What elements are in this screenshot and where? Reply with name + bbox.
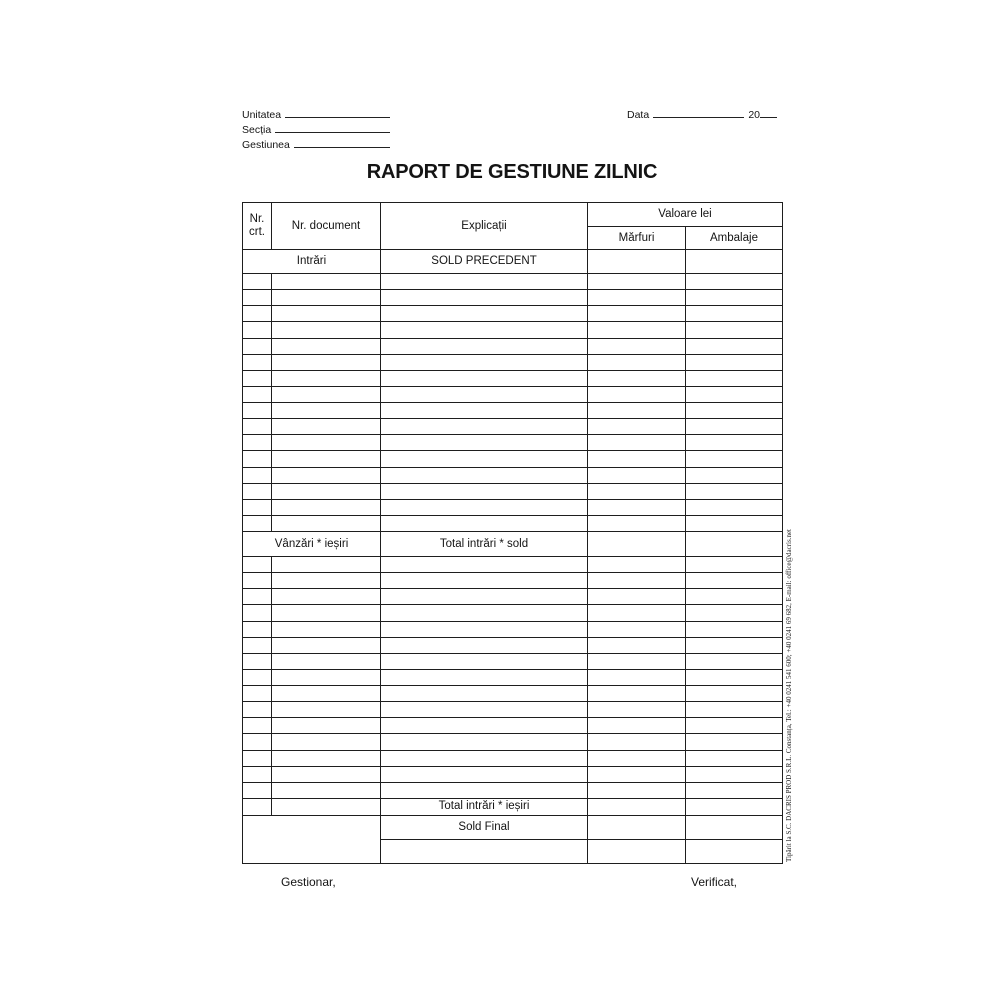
ambalaje-cell (686, 686, 783, 702)
nr-document-cell (272, 653, 381, 669)
explicatii-cell (381, 750, 588, 766)
gestionar-signature-label: Gestionar, (281, 875, 336, 889)
marfuri-cell (588, 386, 686, 402)
marfuri-cell (588, 290, 686, 306)
ambalaje-cell (686, 322, 783, 338)
table-row (243, 637, 783, 653)
management-label: Gestiunea (242, 139, 290, 151)
marfuri-cell (588, 557, 686, 573)
explicatii-cell (381, 354, 588, 370)
ambalaje-cell (686, 621, 783, 637)
nr-crt-cell (243, 621, 272, 637)
ambalaje-cell (686, 483, 783, 499)
nr-document-cell (272, 419, 381, 435)
ambalaje-cell (686, 589, 783, 605)
table-row (243, 322, 783, 338)
table-row (243, 403, 783, 419)
ambalaje-cell (686, 499, 783, 515)
table-row (243, 290, 783, 306)
nr-document-cell (272, 669, 381, 685)
explicatii-cell (381, 589, 588, 605)
nr-crt-cell (243, 274, 272, 290)
year-blank-line (760, 108, 777, 118)
nr-crt-cell (243, 734, 272, 750)
header-nr-crt: Nr. crt. (243, 203, 272, 250)
nr-crt-cell (243, 370, 272, 386)
marfuri-cell (588, 653, 686, 669)
marfuri-cell (588, 589, 686, 605)
year-prefix: 20 (748, 109, 760, 121)
nr-document-cell (272, 734, 381, 750)
vanzari-row (243, 532, 783, 557)
nr-document-cell (272, 782, 381, 798)
vanzari-iesiri-label: Vânzări * ieșiri (243, 532, 381, 557)
nr-crt-cell (243, 338, 272, 354)
explicatii-cell (381, 637, 588, 653)
explicatii-cell (381, 451, 588, 467)
sold-final-ambalaje-cell (686, 815, 783, 839)
marfuri-cell (588, 839, 686, 863)
nr-document-cell (272, 403, 381, 419)
marfuri-cell (588, 686, 686, 702)
marfuri-cell (588, 403, 686, 419)
nr-crt-cell (243, 467, 272, 483)
explicatii-cell (381, 467, 588, 483)
explicatii-cell (381, 669, 588, 685)
explicatii-cell (381, 290, 588, 306)
explicatii-cell (381, 839, 588, 863)
nr-crt-cell (243, 573, 272, 589)
sold-final-row (243, 815, 783, 839)
totals-section (243, 798, 783, 863)
date-blank-line (653, 108, 744, 118)
explicatii-cell (381, 766, 588, 782)
nr-document-cell (272, 750, 381, 766)
explicatii-cell (381, 483, 588, 499)
marfuri-cell (588, 451, 686, 467)
marfuri-cell (588, 306, 686, 322)
total-intrari-iesiri-label: Total intrări * ieșiri (381, 798, 588, 815)
nr-crt-cell (243, 306, 272, 322)
intrari-label: Intrări (243, 250, 381, 274)
table-row (243, 557, 783, 573)
date-field (627, 108, 777, 122)
header-nr-document: Nr. document (272, 203, 381, 250)
nr-crt-cell (243, 750, 272, 766)
nr-crt-cell (243, 290, 272, 306)
ambalaje-cell (686, 637, 783, 653)
marfuri-cell (588, 669, 686, 685)
marfuri-cell (588, 499, 686, 515)
intrari-entry-rows (243, 274, 783, 532)
marfuri-cell (588, 370, 686, 386)
report-table (242, 202, 783, 864)
unit-label: Unitatea (242, 109, 282, 121)
header-valoare-lei: Valoare lei (588, 203, 783, 227)
nr-document-cell (272, 338, 381, 354)
nr-document-cell (272, 515, 381, 531)
table-row (243, 451, 783, 467)
vanzari-section (243, 532, 783, 557)
marfuri-cell (588, 750, 686, 766)
explicatii-cell (381, 734, 588, 750)
table-row (243, 370, 783, 386)
sold-final-left-block (243, 815, 381, 863)
table-row (243, 467, 783, 483)
marfuri-cell (588, 782, 686, 798)
page-title: RAPORT DE GESTIUNE ZILNIC (366, 161, 658, 183)
marfuri-cell (588, 702, 686, 718)
verificat-signature-label: Verificat, (691, 875, 738, 889)
unit-blank-line (285, 108, 390, 118)
explicatii-cell (381, 322, 588, 338)
nr-crt-cell (243, 451, 272, 467)
nr-document-cell (272, 290, 381, 306)
table-row (243, 702, 783, 718)
marfuri-cell (588, 718, 686, 734)
marfuri-cell (588, 483, 686, 499)
nr-document-cell (272, 370, 381, 386)
nr-crt-cell (243, 589, 272, 605)
nr-crt-cell (243, 686, 272, 702)
total-intrari-iesiri-marfuri-cell (588, 798, 686, 815)
marfuri-cell (588, 467, 686, 483)
explicatii-cell (381, 435, 588, 451)
table-row (243, 386, 783, 402)
explicatii-cell (381, 782, 588, 798)
marfuri-cell (588, 573, 686, 589)
ambalaje-cell (686, 386, 783, 402)
nr-document-cell (272, 451, 381, 467)
sold-final-label: Sold Final (381, 815, 588, 839)
ambalaje-cell (686, 782, 783, 798)
section-label: Secția (242, 124, 272, 136)
ambalaje-cell (686, 750, 783, 766)
marfuri-cell (588, 354, 686, 370)
ambalaje-cell (686, 557, 783, 573)
table-row (243, 669, 783, 685)
table-row (243, 782, 783, 798)
ambalaje-cell (686, 274, 783, 290)
explicatii-cell (381, 370, 588, 386)
table-row (243, 750, 783, 766)
nr-crt-cell (243, 766, 272, 782)
header-marfuri: Mărfuri (588, 227, 686, 250)
sold-precedent-ambalaje-cell (686, 250, 783, 274)
explicatii-cell (381, 306, 588, 322)
ambalaje-cell (686, 702, 783, 718)
table-row (243, 766, 783, 782)
marfuri-cell (588, 605, 686, 621)
nr-crt-cell (243, 637, 272, 653)
ambalaje-cell (686, 653, 783, 669)
nr-crt-cell (243, 557, 272, 573)
marfuri-cell (588, 621, 686, 637)
table-row (243, 274, 783, 290)
explicatii-cell (381, 274, 588, 290)
table-row (243, 499, 783, 515)
explicatii-cell (381, 515, 588, 531)
nr-document-cell (272, 483, 381, 499)
ambalaje-cell (686, 766, 783, 782)
explicatii-cell (381, 605, 588, 621)
table-row (243, 306, 783, 322)
nr-crt-cell (243, 605, 272, 621)
table-row (243, 686, 783, 702)
explicatii-cell (381, 557, 588, 573)
explicatii-cell (381, 621, 588, 637)
ambalaje-cell (686, 451, 783, 467)
nr-document-cell (272, 766, 381, 782)
nr-document-cell (272, 637, 381, 653)
nr-document-cell (272, 499, 381, 515)
nr-crt-cell (243, 669, 272, 685)
table-row (243, 605, 783, 621)
ambalaje-cell (686, 290, 783, 306)
nr-document-cell (272, 798, 381, 815)
nr-document-cell (272, 589, 381, 605)
intrari-row (243, 250, 783, 274)
table-row (243, 653, 783, 669)
nr-document-cell (272, 274, 381, 290)
marfuri-cell (588, 322, 686, 338)
printer-note: Tipărit la S.C. DACRIS PROD S.R.L. Constanța, Tel.: +40 0241 541 600; +40 0241 69 682, E-mail: office@dacris.net (785, 529, 793, 862)
marfuri-cell (588, 766, 686, 782)
total-intrari-sold-ambalaje-cell (686, 532, 783, 557)
header-explicatii: Explicații (381, 203, 588, 250)
management-blank-line (294, 138, 390, 148)
marfuri-cell (588, 274, 686, 290)
table-row (243, 419, 783, 435)
explicatii-cell (381, 653, 588, 669)
marfuri-cell (588, 515, 686, 531)
nr-document-cell (272, 573, 381, 589)
table-header (243, 203, 783, 250)
explicatii-cell (381, 686, 588, 702)
explicatii-cell (381, 499, 588, 515)
table-row (243, 354, 783, 370)
header-row-top (243, 203, 783, 227)
table-row (243, 718, 783, 734)
sold-final-marfuri-cell (588, 815, 686, 839)
management-field (242, 138, 390, 152)
unit-field (242, 108, 390, 122)
ambalaje-cell (686, 573, 783, 589)
nr-crt-cell (243, 354, 272, 370)
ambalaje-cell (686, 354, 783, 370)
nr-document-cell (272, 557, 381, 573)
table-row (243, 483, 783, 499)
explicatii-cell (381, 573, 588, 589)
total-intrari-sold-label: Total intrări * sold (381, 532, 588, 557)
intrari-section (243, 250, 783, 274)
nr-crt-cell (243, 435, 272, 451)
ambalaje-cell (686, 338, 783, 354)
marfuri-cell (588, 734, 686, 750)
explicatii-cell (381, 403, 588, 419)
ambalaje-cell (686, 734, 783, 750)
explicatii-cell (381, 419, 588, 435)
sold-precedent-label: SOLD PRECEDENT (381, 250, 588, 274)
nr-crt-cell (243, 782, 272, 798)
marfuri-cell (588, 637, 686, 653)
section-field (242, 123, 390, 137)
nr-crt-cell (243, 653, 272, 669)
ambalaje-cell (686, 839, 783, 863)
nr-crt-cell (243, 322, 272, 338)
nr-document-cell (272, 435, 381, 451)
ambalaje-cell (686, 403, 783, 419)
nr-document-cell (272, 322, 381, 338)
nr-document-cell (272, 718, 381, 734)
ambalaje-cell (686, 435, 783, 451)
date-label: Data (627, 109, 650, 121)
ambalaje-cell (686, 718, 783, 734)
ambalaje-cell (686, 467, 783, 483)
table-row (243, 589, 783, 605)
nr-crt-cell (243, 798, 272, 815)
ambalaje-cell (686, 370, 783, 386)
header-ambalaje: Ambalaje (686, 227, 783, 250)
ambalaje-cell (686, 419, 783, 435)
nr-crt-cell (243, 702, 272, 718)
total-intrari-iesiri-ambalaje-cell (686, 798, 783, 815)
ambalaje-cell (686, 306, 783, 322)
ambalaje-cell (686, 515, 783, 531)
marfuri-cell (588, 338, 686, 354)
nr-document-cell (272, 354, 381, 370)
nr-document-cell (272, 621, 381, 637)
section-blank-line (275, 123, 390, 133)
sold-precedent-marfuri-cell (588, 250, 686, 274)
nr-crt-cell (243, 515, 272, 531)
nr-document-cell (272, 306, 381, 322)
total-intrari-iesiri-row (243, 798, 783, 815)
table-row (243, 435, 783, 451)
nr-document-cell (272, 702, 381, 718)
ambalaje-cell (686, 669, 783, 685)
explicatii-cell (381, 702, 588, 718)
total-intrari-sold-marfuri-cell (588, 532, 686, 557)
nr-crt-cell (243, 499, 272, 515)
table-row (243, 338, 783, 354)
ambalaje-cell (686, 605, 783, 621)
table-row (243, 621, 783, 637)
nr-crt-cell (243, 419, 272, 435)
explicatii-cell (381, 386, 588, 402)
nr-document-cell (272, 686, 381, 702)
nr-document-cell (272, 386, 381, 402)
nr-document-cell (272, 605, 381, 621)
nr-crt-cell (243, 403, 272, 419)
vanzari-entry-rows (243, 557, 783, 799)
nr-crt-cell (243, 386, 272, 402)
explicatii-cell (381, 338, 588, 354)
explicatii-cell (381, 718, 588, 734)
table-row (243, 573, 783, 589)
table-row (243, 734, 783, 750)
table-row (243, 515, 783, 531)
nr-crt-cell (243, 483, 272, 499)
marfuri-cell (588, 435, 686, 451)
marfuri-cell (588, 419, 686, 435)
nr-document-cell (272, 467, 381, 483)
nr-crt-cell (243, 718, 272, 734)
